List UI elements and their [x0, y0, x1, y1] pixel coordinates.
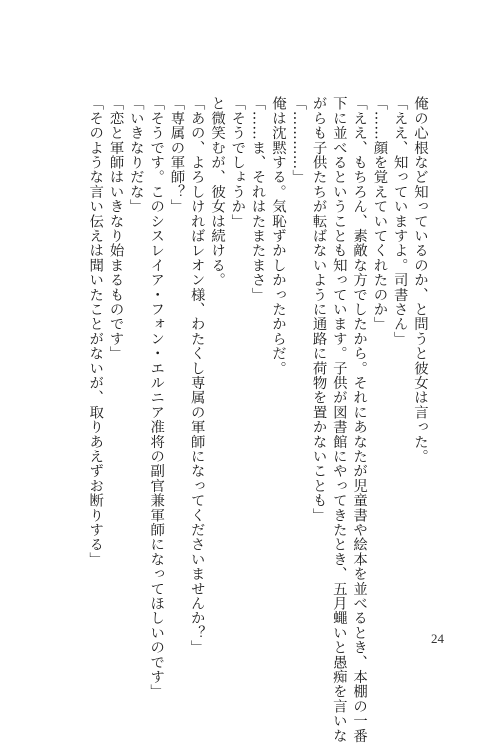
text-line: 「あの、よろしければレオン様、わたくし専属の軍師になってくださいませんか？」: [188, 96, 205, 655]
page-number: 24: [431, 631, 444, 646]
text-line: 「……顔を覚えていてくれたのか」: [371, 96, 388, 332]
text-line: 俺は沈黙する。気恥ずかしかったからだ。: [269, 96, 286, 376]
text-line: 「いきなりだな」: [127, 96, 144, 214]
text-line: 「恋と軍師はいきなり始まるものです」: [107, 96, 124, 361]
vertical-text-body: [85, 96, 430, 743]
text-line: 下に並べるということも知っています。子供が図書館にやってきたとき、五月蠅いと愚痴を言いな: [330, 96, 347, 743]
text-line: 「ええ、もちろん、素敵な方でしたから。それにあなたが児童書や絵本を並べるとき、本棚の一番: [351, 96, 368, 743]
text-line: 「専属の軍師？」: [168, 96, 185, 214]
text-line: と微笑むが、彼女は続ける。: [209, 96, 226, 288]
text-line: 「そうです。このシスレイア・フォン・エルニア准将の副官兼軍師になってほしいのです」: [148, 96, 165, 699]
text-line: 「そのような言い伝えは聞いたことがないが、取りあえずお断りする」: [87, 96, 104, 567]
text-line: 俺の心根など知っているのか、と問うと彼女は言った。: [412, 96, 428, 464]
text-line: 「ええ、知っていますよ。司書さん」: [391, 96, 408, 346]
text-line: 「……ま、それはたまたまさ」: [249, 96, 266, 302]
text-line: 「…………」: [290, 96, 307, 185]
text-line: 「そうでしょうか」: [229, 96, 246, 229]
text-line: がらも子供たちが転ばないように通路に荷物を置かないことも」: [310, 96, 327, 523]
